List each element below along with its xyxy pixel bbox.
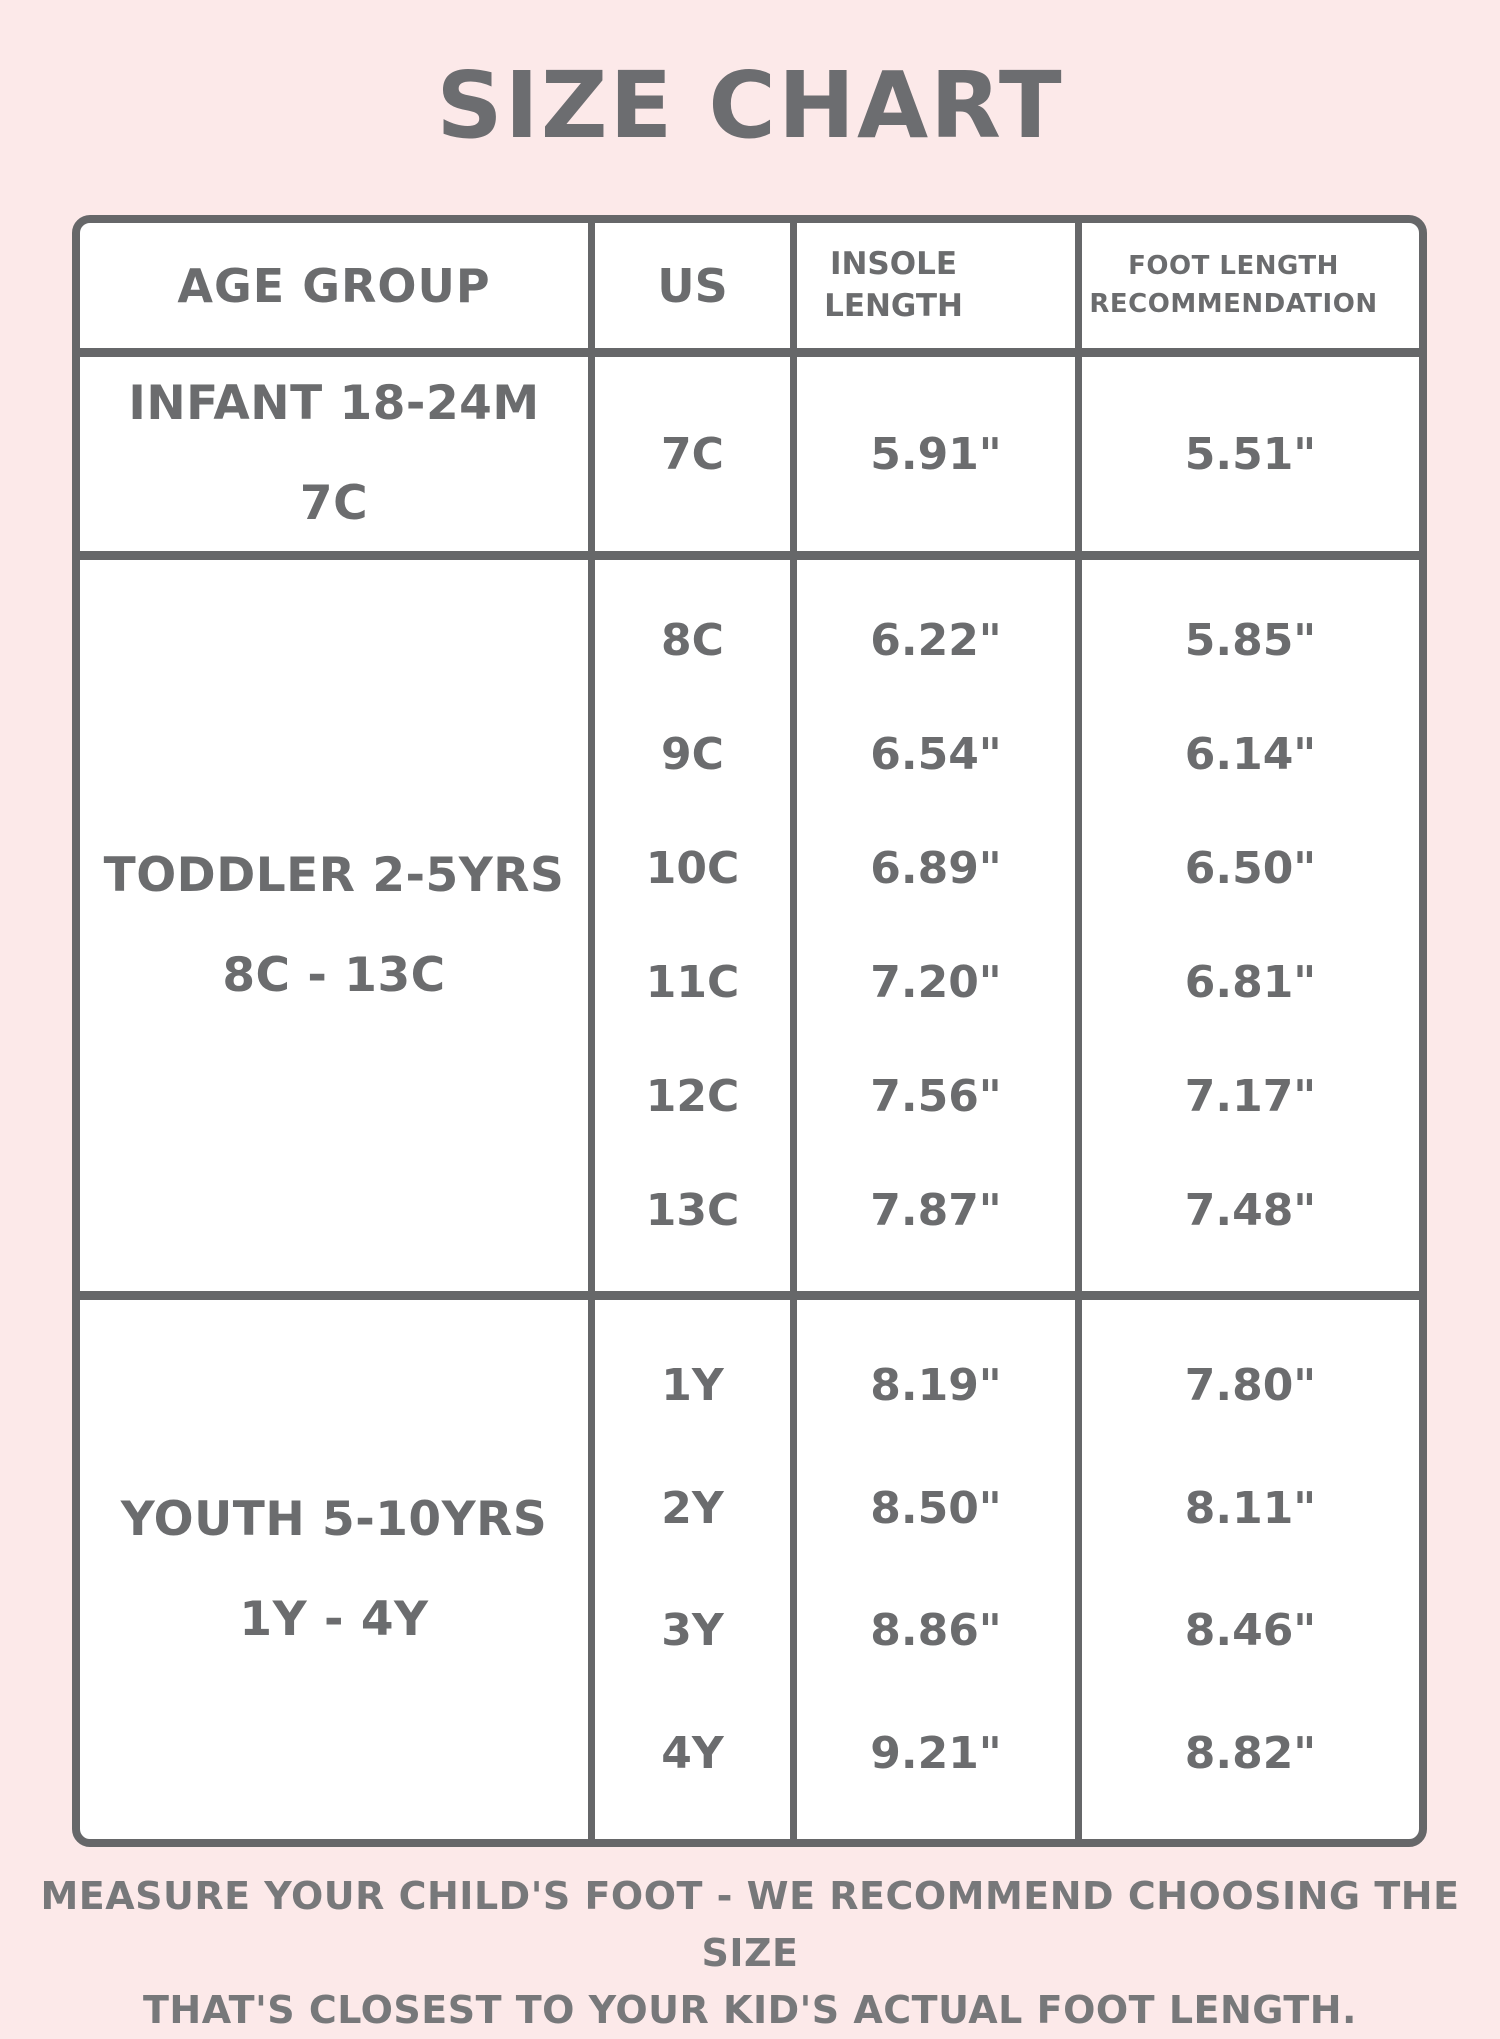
foot-length-value: 8.46" xyxy=(1184,1605,1317,1657)
us-size: 9C xyxy=(661,729,724,781)
us-size: 7C xyxy=(661,428,724,480)
insole-length-value: 9.21" xyxy=(870,1728,1002,1780)
us-size-cell-youth xyxy=(588,1291,790,1839)
us-size: 8C xyxy=(661,615,724,667)
age-group-label: INFANT 18-24M xyxy=(128,376,540,432)
insole-length-value: 6.22" xyxy=(870,615,1002,667)
foot-length-value: 6.81" xyxy=(1184,956,1317,1008)
foot-length-cell-toddler xyxy=(1075,551,1419,1291)
header-cell-insole-length: INSOLE LENGTH xyxy=(790,223,990,348)
header-cell-us: US xyxy=(588,223,790,348)
insole-length-value: 7.87" xyxy=(870,1184,1002,1236)
insole-length-value: 6.54" xyxy=(870,729,1002,781)
foot-length-value: 8.82" xyxy=(1184,1728,1317,1780)
age-group-cell-toddler xyxy=(80,551,588,1291)
us-size: 13C xyxy=(645,1184,740,1236)
age-group-size-range: 8C - 13C xyxy=(222,947,446,1003)
us-size: 1Y xyxy=(661,1359,724,1411)
foot-length-value: 7.48" xyxy=(1184,1184,1317,1236)
foot-length-cell-infant xyxy=(1075,348,1419,551)
insole-length-value: 6.89" xyxy=(870,843,1002,895)
insole-length-cell-youth xyxy=(790,1291,1075,1839)
age-group-size-range: 1Y - 4Y xyxy=(239,1591,429,1647)
foot-length-value: 6.14" xyxy=(1184,729,1317,781)
us-size: 11C xyxy=(645,956,740,1008)
foot-length-value: 7.80" xyxy=(1184,1359,1317,1411)
us-size-cell-infant xyxy=(588,348,790,551)
insole-length-value: 7.20" xyxy=(870,956,1002,1008)
page-title: SIZE CHART xyxy=(436,52,1064,159)
foot-length-value: 7.17" xyxy=(1184,1070,1317,1122)
foot-length-value: 5.51" xyxy=(1184,428,1317,480)
us-size: 4Y xyxy=(661,1728,724,1780)
size-chart-table xyxy=(72,215,1427,1847)
us-size-cell-toddler xyxy=(588,551,790,1291)
insole-length-value: 5.91" xyxy=(870,428,1002,480)
foot-length-value: 8.11" xyxy=(1184,1482,1317,1534)
insole-length-value: 8.86" xyxy=(870,1605,1002,1657)
us-size: 12C xyxy=(645,1070,740,1122)
age-group-label: YOUTH 5-10YRS xyxy=(120,1491,548,1547)
us-size: 3Y xyxy=(661,1605,724,1657)
insole-length-value: 8.50" xyxy=(870,1482,1002,1534)
measurement-note-line2: THAT'S CLOSEST TO YOUR KID'S ACTUAL FOOT LENGTH. xyxy=(143,1988,1357,2032)
foot-length-cell-youth xyxy=(1075,1291,1419,1839)
header-cell-foot-length-recommendation: FOOT LENGTH RECOMMENDATION xyxy=(1075,223,1385,348)
measurement-note-line1: MEASURE YOUR CHILD'S FOOT - WE RECOMMEND CHOOSING THE SIZE xyxy=(40,1874,1460,1975)
us-size: 2Y xyxy=(661,1482,724,1534)
age-group-cell-infant xyxy=(80,348,588,551)
foot-length-value: 6.50" xyxy=(1184,843,1317,895)
header-cell-age-group: AGE GROUP xyxy=(177,258,491,313)
insole-length-cell-toddler xyxy=(790,551,1075,1291)
insole-length-cell-infant xyxy=(790,348,1075,551)
insole-length-value: 8.19" xyxy=(870,1359,1002,1411)
age-group-label: TODDLER 2-5YRS xyxy=(103,847,565,903)
age-group-cell-youth xyxy=(80,1291,588,1839)
insole-length-value: 7.56" xyxy=(870,1070,1002,1122)
age-group-size-range: 7C xyxy=(299,476,369,531)
measurement-note xyxy=(0,1868,1500,2039)
foot-length-value: 5.85" xyxy=(1184,615,1317,667)
us-size: 10C xyxy=(645,843,740,895)
